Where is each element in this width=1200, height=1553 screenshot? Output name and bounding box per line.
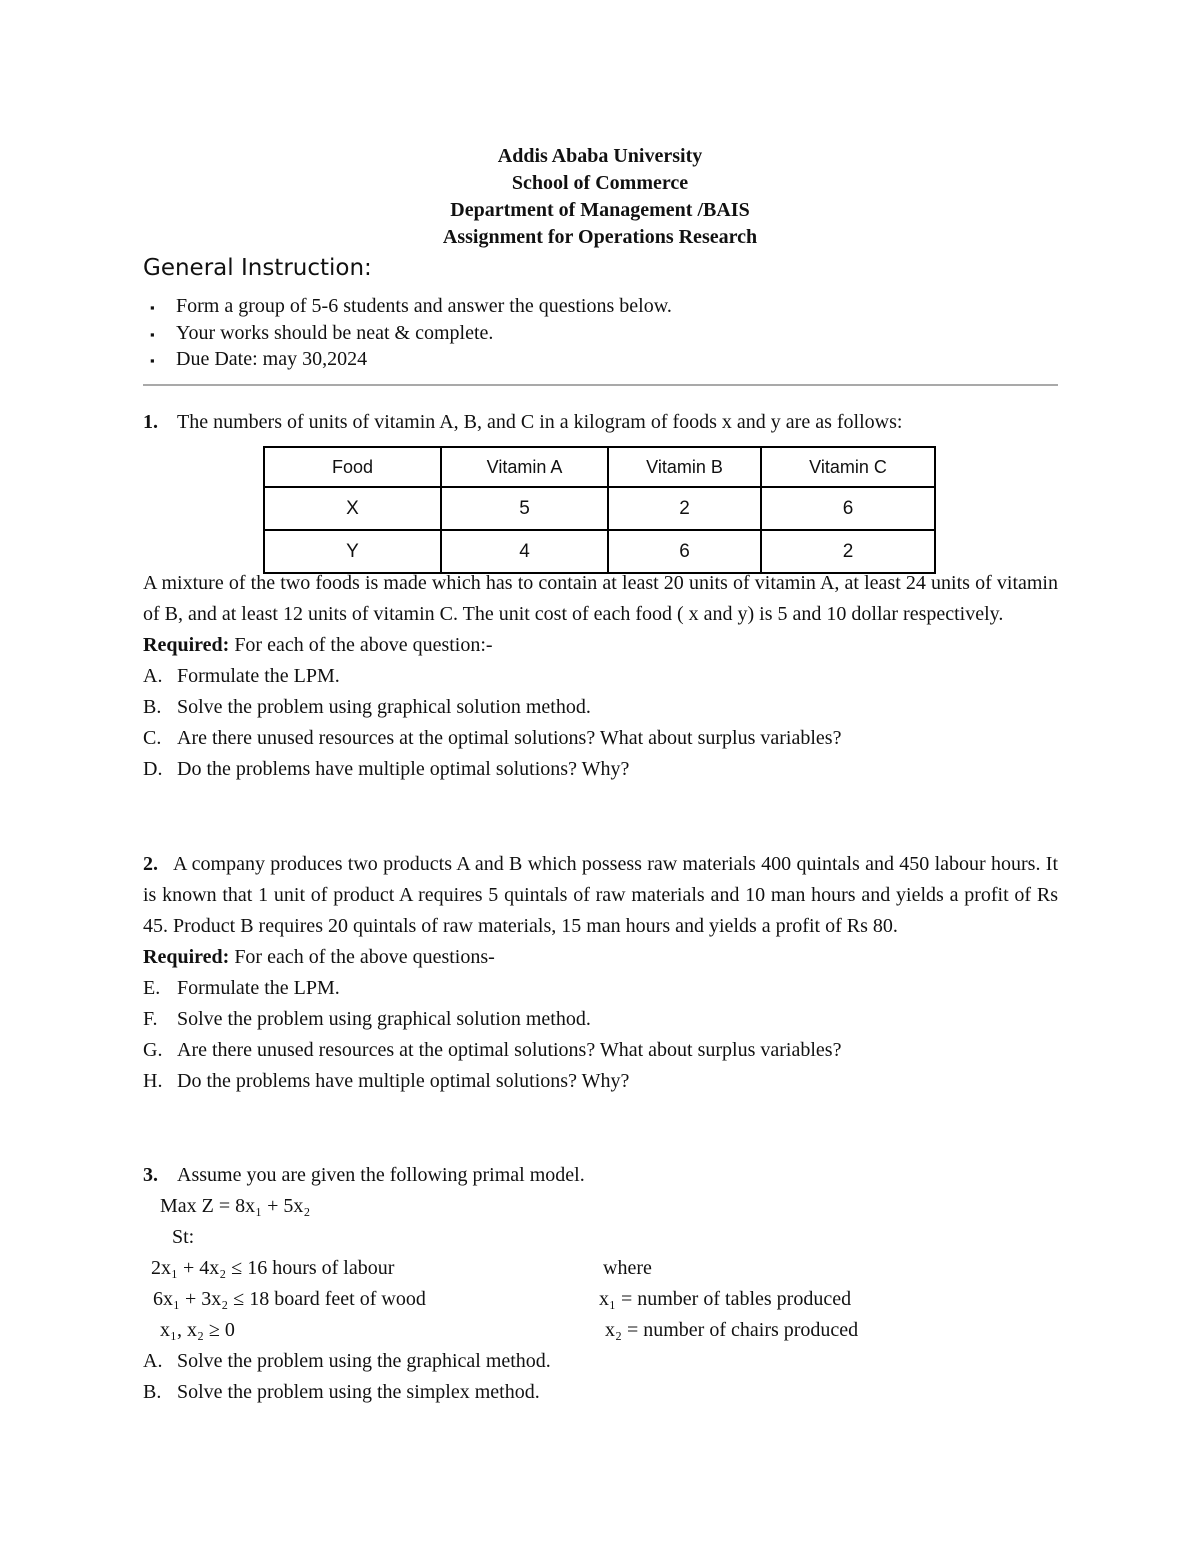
- table-row: [264, 530, 935, 573]
- list-item: D. Do the problems have multiple optimal solutions? Why?: [143, 758, 630, 780]
- constraint: 6x₁ + 3x₂ ≤ 18 board feet of wood: [153, 1288, 426, 1310]
- list-item: F. Solve the problem using graphical solution method.: [143, 1008, 591, 1030]
- required-label: Required:: [143, 634, 230, 656]
- question-1-intro: [143, 407, 1058, 438]
- required-text: For each of the above question:-: [229, 634, 493, 656]
- bullet-icon: ▪: [150, 326, 155, 342]
- table-header: Food: [264, 447, 441, 487]
- list-item: B. Solve the problem using graphical solution method.: [143, 696, 591, 718]
- question-2: [143, 849, 1058, 1097]
- question-paragraph: A mixture of the two foods is made which has to contain at least 20 units of vitamin A, at least 24 units of vitamin of B, and at least 12 units of vitamin C. The unit cost of each food ( x and y) is 5 and 10 dollar respectively.: [143, 572, 1058, 625]
- list-item: H. Do the problems have multiple optimal solutions? Why?: [143, 1070, 630, 1092]
- question-number: 2.: [143, 853, 158, 875]
- required-text: For each of the above questions-: [229, 946, 495, 968]
- instructions-list: [150, 294, 672, 374]
- table-cell: 6: [761, 487, 935, 530]
- question-number: 3.: [143, 1164, 158, 1186]
- school-name: School of Commerce: [511, 172, 689, 194]
- table-cell: 6: [608, 530, 761, 573]
- bullet-icon: ▪: [150, 353, 155, 368]
- required-line: [143, 942, 1058, 973]
- table-header: Vitamin B: [608, 447, 761, 487]
- question-3-intro: [143, 1160, 1058, 1191]
- variable-definition: x₂ = number of chairs produced: [605, 1319, 859, 1341]
- table-cell: 2: [608, 487, 761, 530]
- department-name: Department of Management /BAIS: [450, 199, 750, 221]
- table-row: [264, 487, 935, 530]
- list-item: G. Are there unused resources at the optimal solutions? What about surplus variables?: [143, 1039, 842, 1061]
- question-paragraph: [143, 849, 1058, 942]
- objective-function: Max Z = 8x₁ + 5x₂: [160, 1195, 311, 1217]
- list-item: C. Are there unused resources at the optimal solutions? What about surplus variables?: [143, 727, 842, 749]
- subject-to-label: St:: [172, 1226, 195, 1248]
- list-item: B. Solve the problem using the simplex method.: [143, 1381, 540, 1403]
- table-header-row: [264, 447, 935, 487]
- question-text: The numbers of units of vitamin A, B, and C in a kilogram of foods x and y are as follows:: [177, 411, 903, 433]
- table-header: Vitamin C: [761, 447, 935, 487]
- bullet-icon: ▪: [150, 300, 155, 315]
- table-cell: 4: [441, 530, 608, 573]
- question-text: A company produces two products A and B which possess raw materials 400 quintals and 450 labour hours. It is known that 1 unit of product A requires 5 quintals of raw materials and 10 man hours and yields a profit of Rs 45. Product B requires 20 quintals of raw materials, 15 man hours and yields a profit of Rs 80.: [143, 853, 1058, 937]
- table-cell: 2: [761, 530, 935, 573]
- table-cell: X: [264, 487, 441, 530]
- table-header: Vitamin A: [441, 447, 608, 487]
- question-text: Assume you are given the following primal model.: [177, 1164, 585, 1186]
- assignment-title: Assignment for Operations Research: [442, 226, 758, 248]
- constraint: x₁, x₂ ≥ 0: [160, 1319, 235, 1341]
- primal-model: [143, 1191, 1058, 1346]
- document-header: [0, 143, 1200, 251]
- table-cell: Y: [264, 530, 441, 573]
- list-item: A. Formulate the LPM.: [143, 665, 340, 687]
- instructions-title: General Instruction:: [143, 255, 372, 281]
- required-line: [143, 630, 1058, 661]
- university-name: Addis Ababa University: [497, 145, 703, 167]
- question-3-items: [143, 1346, 1058, 1408]
- horizontal-divider: [143, 384, 1058, 386]
- list-item: ▪ Due Date: may 30,2024: [150, 347, 672, 374]
- table-cell: 5: [441, 487, 608, 530]
- required-label: Required:: [143, 946, 230, 968]
- question-1-body: [143, 568, 1058, 785]
- where-label: where: [603, 1257, 652, 1279]
- constraint: 2x₁ + 4x₂ ≤ 16 hours of labour: [151, 1257, 395, 1279]
- vitamin-table: [263, 446, 936, 574]
- list-item: E. Formulate the LPM.: [143, 977, 340, 999]
- list-item: A. Solve the problem using the graphical method.: [143, 1350, 551, 1372]
- list-item: ▪ Your works should be neat & complete.: [150, 321, 672, 348]
- list-item: ▪ Form a group of 5-6 students and answer the questions below.: [150, 294, 672, 321]
- variable-definition: x₁ = number of tables produced: [599, 1288, 852, 1310]
- question-number: 1.: [143, 411, 158, 433]
